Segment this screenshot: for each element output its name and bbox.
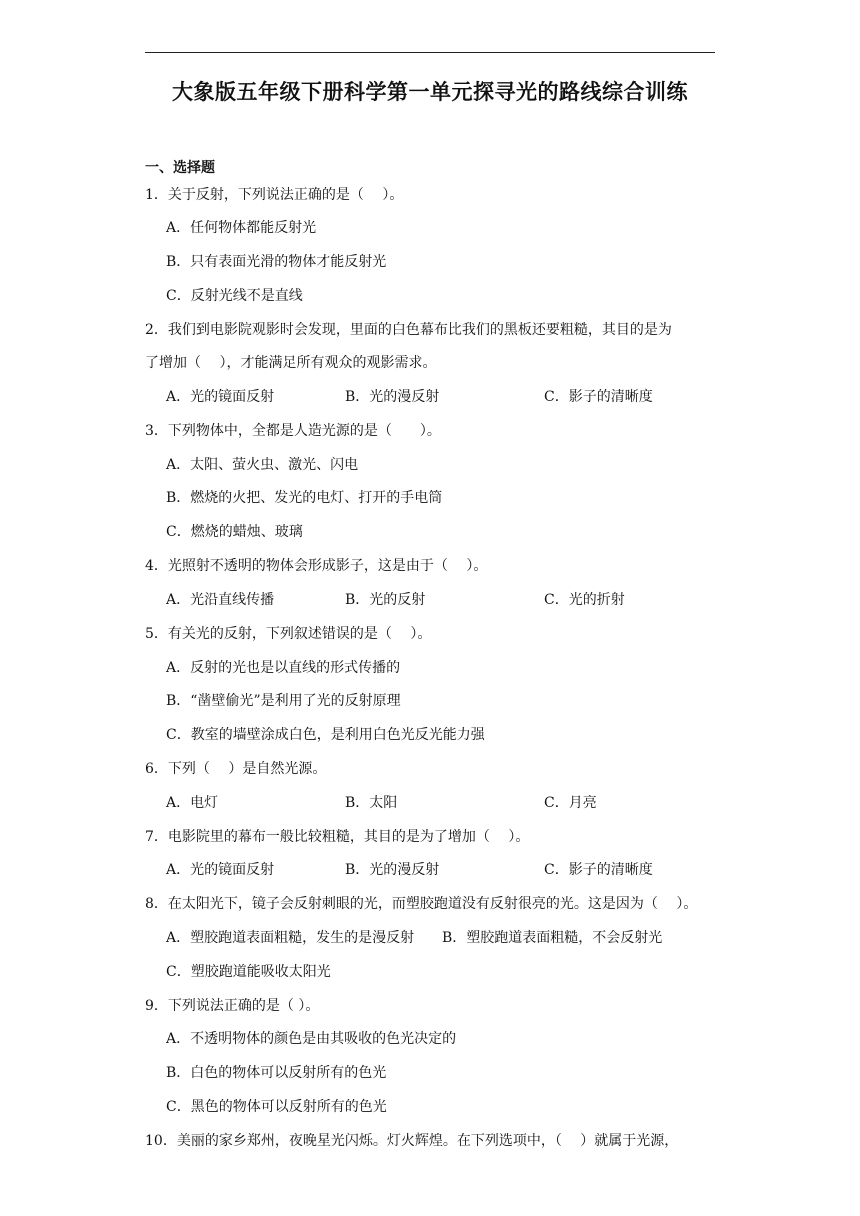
question-4-option-a: A．光沿直线传播 bbox=[166, 592, 275, 608]
question-6-stem: 6．下列（ ）是自然光源。 bbox=[145, 761, 327, 777]
question-8-option-a: A．塑胶跑道表面粗糙，发生的是漫反射 bbox=[166, 930, 415, 946]
header-rule bbox=[145, 52, 715, 53]
question-3-option-a: A．太阳、萤火虫、激光、闪电 bbox=[166, 457, 359, 473]
question-1-stem: 1．关于反射，下列说法正确的是（ ）。 bbox=[145, 187, 404, 203]
question-5-option-a: A．反射的光也是以直线的形式传播的 bbox=[166, 660, 401, 676]
question-4-option-c: C．光的折射 bbox=[544, 592, 625, 608]
question-2-option-a: A．光的镜面反射 bbox=[166, 389, 275, 405]
question-8-option-b: B．塑胶跑道表面粗糙，不会反射光 bbox=[442, 930, 663, 946]
question-9-stem: 9．下列说法正确的是（ ）。 bbox=[145, 998, 320, 1014]
question-5-option-c: C．教室的墙壁涂成白色，是利用白色光反光能力强 bbox=[166, 727, 485, 743]
question-5-stem: 5．有关光的反射，下列叙述错误的是（ ）。 bbox=[145, 626, 432, 642]
document-title: 大象版五年级下册科学第一单元探寻光的路线综合训练 bbox=[172, 80, 688, 104]
question-2-option-c: C．影子的清晰度 bbox=[544, 389, 653, 405]
question-4-stem: 4．光照射不透明的物体会形成影子，这是由于（ ）。 bbox=[145, 558, 488, 574]
question-2-option-b: B．光的漫反射 bbox=[345, 389, 440, 405]
question-7-option-a: A．光的镜面反射 bbox=[166, 862, 275, 878]
question-5-option-b: B．“凿壁偷光”是利用了光的反射原理 bbox=[166, 693, 401, 709]
question-9-option-a: A．不透明物体的颜色是由其吸收的色光决定的 bbox=[166, 1031, 457, 1047]
question-3-option-b: B．燃烧的火把、发光的电灯、打开的手电筒 bbox=[166, 490, 443, 506]
question-8-stem: 8．在太阳光下，镜子会反射刺眼的光，而塑胶跑道没有反射很亮的光。这是因为（ ）。 bbox=[145, 896, 698, 912]
question-1-option-c: C．反射光线不是直线 bbox=[166, 288, 303, 304]
question-4-option-b: B．光的反射 bbox=[345, 592, 426, 608]
question-2-stem-line-2: 了增加（ ），才能满足所有观众的观影需求。 bbox=[145, 355, 437, 371]
question-3-stem: 3．下列物体中，全都是人造光源的是（ ）。 bbox=[145, 423, 441, 439]
question-7-stem: 7．电影院里的幕布一般比较粗糙，其目的是为了增加（ ）。 bbox=[145, 829, 530, 845]
question-10-stem: 10．美丽的家乡郑州，夜晚星光闪烁。灯火辉煌。在下列选项中，（ ）就属于光源， bbox=[145, 1133, 679, 1149]
question-8-option-c: C．塑胶跑道能吸收太阳光 bbox=[166, 964, 331, 980]
question-1-option-b: B．只有表面光滑的物体才能反射光 bbox=[166, 254, 387, 270]
section-heading: 一、选择题 bbox=[145, 160, 215, 176]
question-9-option-c: C．黑色的物体可以反射所有的色光 bbox=[166, 1099, 387, 1115]
question-7-option-c: C．影子的清晰度 bbox=[544, 862, 653, 878]
question-9-option-b: B．白色的物体可以反射所有的色光 bbox=[166, 1065, 387, 1081]
question-7-option-b: B．光的漫反射 bbox=[345, 862, 440, 878]
question-6-option-a: A．电灯 bbox=[166, 795, 219, 811]
question-6-option-c: C．月亮 bbox=[544, 795, 597, 811]
question-2-stem-line-1: 2．我们到电影院观影时会发现，里面的白色幕布比我们的黑板还要粗糙，其目的是为 bbox=[145, 322, 672, 338]
question-3-option-c: C．燃烧的蜡烛、玻璃 bbox=[166, 524, 303, 540]
question-6-option-b: B．太阳 bbox=[345, 795, 398, 811]
question-1-option-a: A．任何物体都能反射光 bbox=[166, 220, 317, 236]
